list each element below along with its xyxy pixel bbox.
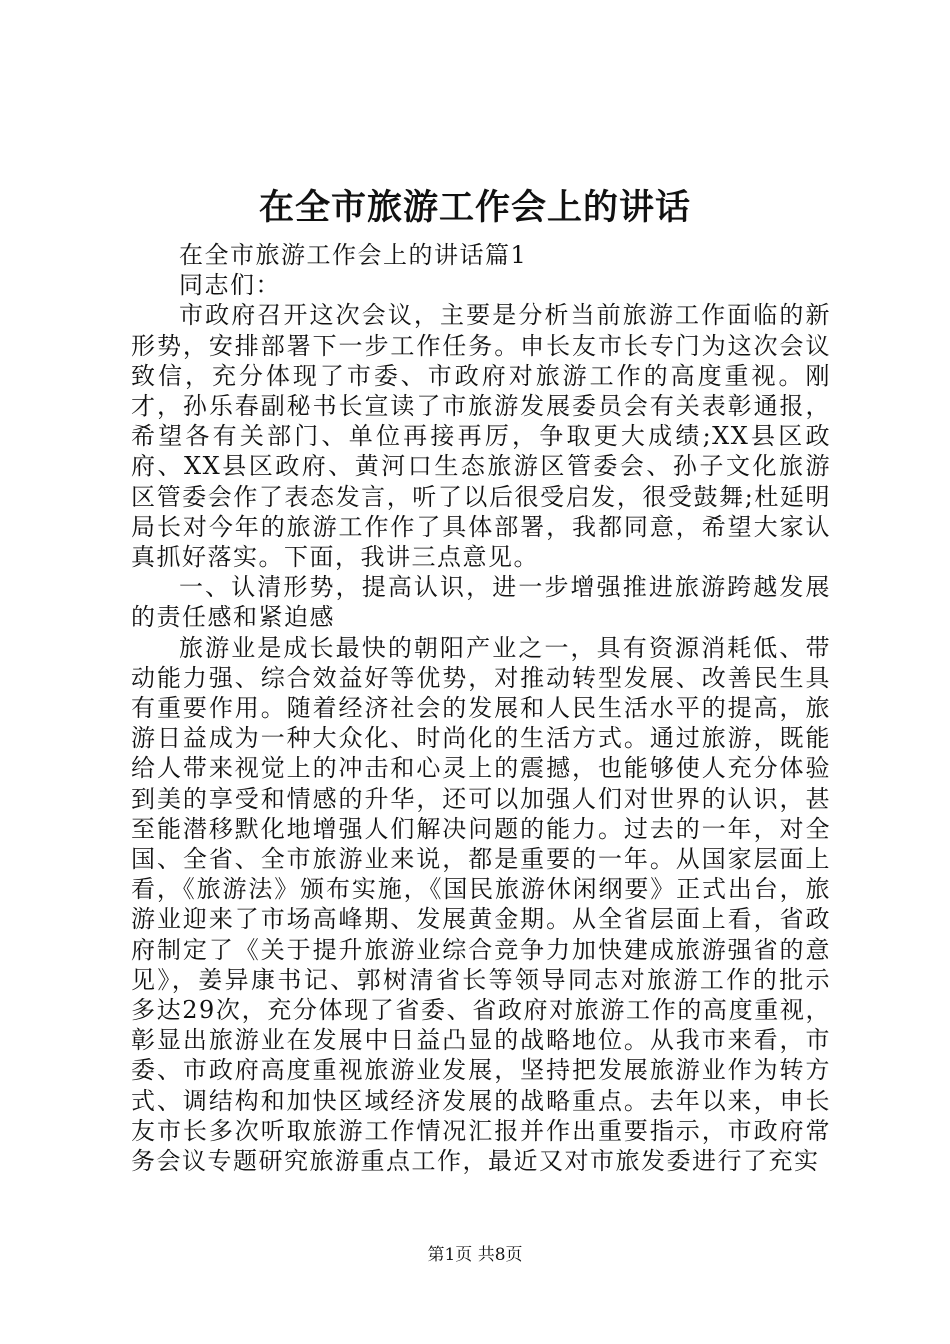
subtitle-paragraph: 在全市旅游工作会上的讲话篇1 <box>179 241 528 269</box>
document-body <box>131 240 831 1176</box>
section-heading-1: 一、认清形势，提高认识，进一步增强推进旅游跨越发展的责任感和紧迫感 <box>131 573 831 632</box>
body-paragraph: 旅游业是成长最快的朝阳产业之一，具有资源消耗低、带动能力强、综合效益好等优势，对推动转型发展、改善民生具有重要作用。随着经济社会的发展和人民生活水平的提高，旅游日益成为一种大众化、时尚化的生活方式。通过旅游，既能给人带来视觉上的冲击和心灵上的震撼，也能够使人充分体验到美的享受和情感的升华，还可以加强人们对世界的认识，甚至能潜移默化地增强人们解决问题的能力。过去的一年，对全国、全省、全市旅游业来说，都是重要的一年。从国家层面上看，《旅游法》颁布实施，《国民旅游休闲纲要》正式出台，旅游业迎来了市场高峰期、发展黄金期。从全省层面上看，省政府制定了《关于提升旅游业综合竞争力加快建成旅游强省的意见》，姜异康书记、郭树清省长等领导同志对旅游工作的批示多达29次，充分体现了省委、省政府对旅游工作的高度重视，彰显出旅游业在发展中日益凸显的战略地位。从我市来看，市委、市政府高度重视旅游业发展，坚持把发展旅游业作为转方式、调结构和加快区域经济发展的战略重点。去年以来，申长友市长多次听取旅游工作情况汇报并作出重要指示，市政府常务会议专题研究旅游重点工作，最近又对市旅发委进行了充实 <box>131 633 831 1176</box>
document-title: 在全市旅游工作会上的讲话 <box>258 187 691 228</box>
page-footer: 第1页 共8页 <box>427 1245 523 1265</box>
intro-paragraph: 市政府召开这次会议，主要是分析当前旅游工作面临的新形势，安排部署下一步工作任务。申长友市长专门为这次会议致信，充分体现了市委、市政府对旅游工作的高度重视。刚才，孙乐春副秘书长宣读了市旅游发展委员会有关表彰通报，希望各有关部门、单位再接再厉，争取更大成绩;XX县区政府、XX县区政府、黄河口生态旅游区管委会、孙子文化旅游区管委会作了表态发言，听了以后很受启发，很受鼓舞;杜延明局长对今年的旅游工作作了具体部署，我都同意，希望大家认真抓好落实。下面，我讲三点意见。 <box>131 301 831 572</box>
salutation-paragraph: 同志们： <box>179 271 281 300</box>
